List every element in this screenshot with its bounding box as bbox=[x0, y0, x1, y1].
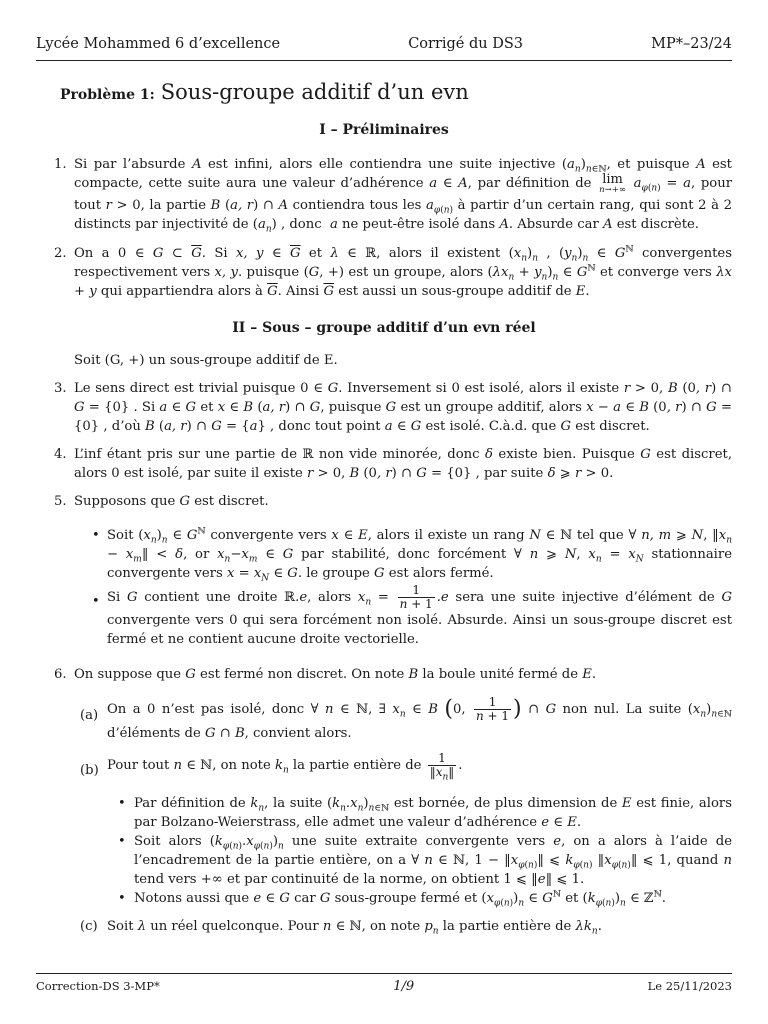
bullet-6b-1: • bbox=[118, 796, 126, 811]
item-6b-bullet-2: Soit alors $(k_{\varphi(n)}.x_{\varphi(n)})_n$ une suite extraite convergente vers e, on a alors à l’aide de l’encadrement de la partie entière, on a ∀ n ∈ ℕ, $1 - ‖x_{\varphi(n)}‖$ ⩽ $k_{\varphi(n)}$ $‖x_{\varphi(n)}‖$ ⩽ 1, quand n tend vers +∞ et par continuité de la norme, on obtient 1 ⩽ ‖e‖ ⩽ 1. bbox=[134, 834, 732, 887]
item-number-5: 5. bbox=[54, 494, 67, 509]
item-number-6: 6. bbox=[54, 667, 67, 682]
item-2-text: On a 0 ∈ G ⊂ $\overline{G}$. Si x, y ∈ $\overline{G}$ et λ ∈ ℝ, alors il existent $(x_n)_n$ , $(y_n)_n$ ∈ $G^ℕ$ convergentes respectivement vers x, y. puisque (G, +) est un groupe, alors $(\lambda x_n + y_n)_n$ ∈ $G^ℕ$ et converge vers λx + y qui appartiendra alors à $\overline{G}$. Ainsi $\overline{G}$ est aussi un sous-groupe additif de E. bbox=[74, 244, 732, 299]
header-class: MP*–23/24 bbox=[651, 36, 732, 52]
page-footer bbox=[36, 979, 732, 994]
header-doc-title: Corrigé du DS3 bbox=[408, 36, 523, 52]
item-number-3: 3. bbox=[54, 381, 67, 396]
item-6c-text: Soit λ un réel quelconque. Pour n ∈ ℕ, on note $p_n$ la partie entière de $\lambda k_n$. bbox=[107, 919, 602, 937]
header-rule bbox=[36, 60, 732, 61]
bullet-5a: • bbox=[92, 528, 100, 543]
page-header bbox=[36, 36, 732, 52]
item-number-4: 4. bbox=[54, 447, 67, 462]
item-6b-bullet-3: Notons aussi que e ∈ G car G sous-groupe fermé et $(x_{\varphi(n)})_n$ ∈ $G^ℕ$ et $(k_{\varphi(n)})_n$ ∈ ℤ$^ℕ$. bbox=[134, 889, 666, 909]
item-number-1: 1. bbox=[54, 157, 67, 172]
header-school: Lycée Mohammed 6 d’excellence bbox=[36, 36, 281, 52]
item-3-text: Le sens direct est trivial puisque 0 ∈ G. Inversement si 0 est isolé, alors il existe r > 0, B (0, r) ∩ G = {0} . Si a ∈ G et x ∈ B (a, r) ∩ G, puisque G est un groupe additif, alors x − a ∈ B (0, r) ∩ G = {0} , d’où B (a, r) ∩ G = {a} , donc tout point a ∈ G est isolé. C.à.d. que G est discret. bbox=[74, 381, 732, 434]
item-5-text: Supposons que G est discret. bbox=[74, 494, 269, 509]
item-6b-label: (b) bbox=[80, 763, 99, 778]
item-4-text: L’inf étant pris sur une partie de ℝ non vide minorée, donc δ existe bien. Puisque G est discret, alors 0 est isolé, par suite il existe r > 0, B (0, r) ∩ G = {0} , par suite δ ⩾ r > 0. bbox=[74, 447, 733, 481]
footer-doc-name: Correction-DS 3-MP* bbox=[36, 979, 160, 993]
item-6a-text: On a 0 n’est pas isolé, donc ∀ n ∈ ℕ, ∃ $x_n$ ∈ B (0, $\frac{1}{n + 1}$ ) ∩ G non nul. La suite $(x_n)_{n\in ℕ}$ d’éléments de G ∩ B, convient alors. bbox=[107, 695, 732, 741]
item-6-text: On suppose que G est fermé non discret. On note B la boule unité fermé de E. bbox=[74, 667, 597, 682]
item-6b-bullet-1: Par définition de $k_n$, la suite $(k_n.x_n)_{n\in ℕ}$ est bornée, de plus dimension de E est finie, alors par Bolzano-Weierstrass, elle admet une valeur d’adhérence e ∈ E. bbox=[134, 796, 732, 830]
bullet-6b-2: • bbox=[118, 834, 126, 849]
footer-date: Le 25/11/2023 bbox=[647, 979, 732, 993]
section-2-intro: Soit (G, +) un sous-groupe additif de E. bbox=[74, 353, 338, 368]
footer-rule bbox=[36, 973, 732, 974]
item-5-bullet-2: Si G contient une droite ℝ.e, alors $x_n$ = $\frac{1}{n + 1}$ .e sera une suite injective d’élément de G convergente vers 0 qui sera forcément non isolé. Absurde. Ainsi un sous-groupe discret est fermé et ne contient aucune droite vectorielle. bbox=[107, 583, 733, 647]
problem-label: Problème 1: bbox=[60, 87, 155, 103]
problem-name: Sous-groupe additif d’un evn bbox=[160, 80, 469, 104]
bullet-5b: • bbox=[92, 594, 100, 609]
section-heading-2: II – Sous – groupe additif d’un evn réel bbox=[232, 320, 536, 336]
item-5-bullet-1: Soit $(x_n)_n$ ∈ $G^ℕ$ convergente vers x ∈ E, alors il existe un rang N ∈ ℕ tel que ∀ n, m ⩾ N, $‖x_n$ − $x_m‖ < \delta$, or $x_n-x_m$ ∈ G par stabilité, donc forcément ∀ n ⩾ N, $x_n = x_N$ stationnaire convergente vers $x = x_N$ ∈ G. le groupe G est alors fermé. bbox=[107, 526, 733, 584]
item-6b-text: Pour tout n ∈ ℕ, on note $k_n$ la partie entière de $\frac{1}{‖x_n‖}$ . bbox=[107, 751, 463, 783]
bullet-6b-3: • bbox=[118, 891, 126, 906]
problem-title bbox=[60, 80, 469, 104]
footer-page-number: 1/9 bbox=[393, 979, 415, 994]
item-number-2: 2. bbox=[54, 246, 67, 261]
section-heading-1: I – Préliminaires bbox=[319, 122, 449, 138]
item-6a-label: (a) bbox=[80, 708, 99, 723]
item-6c-label: (c) bbox=[80, 919, 98, 934]
item-1-text: Si par l’absurde A est infini, alors elle contiendra une suite injective $(a_n)_{n\in ℕ}$, et puisque A est compacte, cette suite aura une valeur d’adhérence a ∈ A, par définition de lim n→+∞ $a_{\varphi(n)} = a$, pour tout r > 0, la partie B (a, r) ∩ A contiendra tous les $a_{\varphi(n)}$ à partir d’un certain rang, qui sont 2 à 2 distincts par injectivité de $(a_n)$ , donc a ne peut-être isolé dans A. Absurde car A est discrète. bbox=[74, 157, 732, 235]
